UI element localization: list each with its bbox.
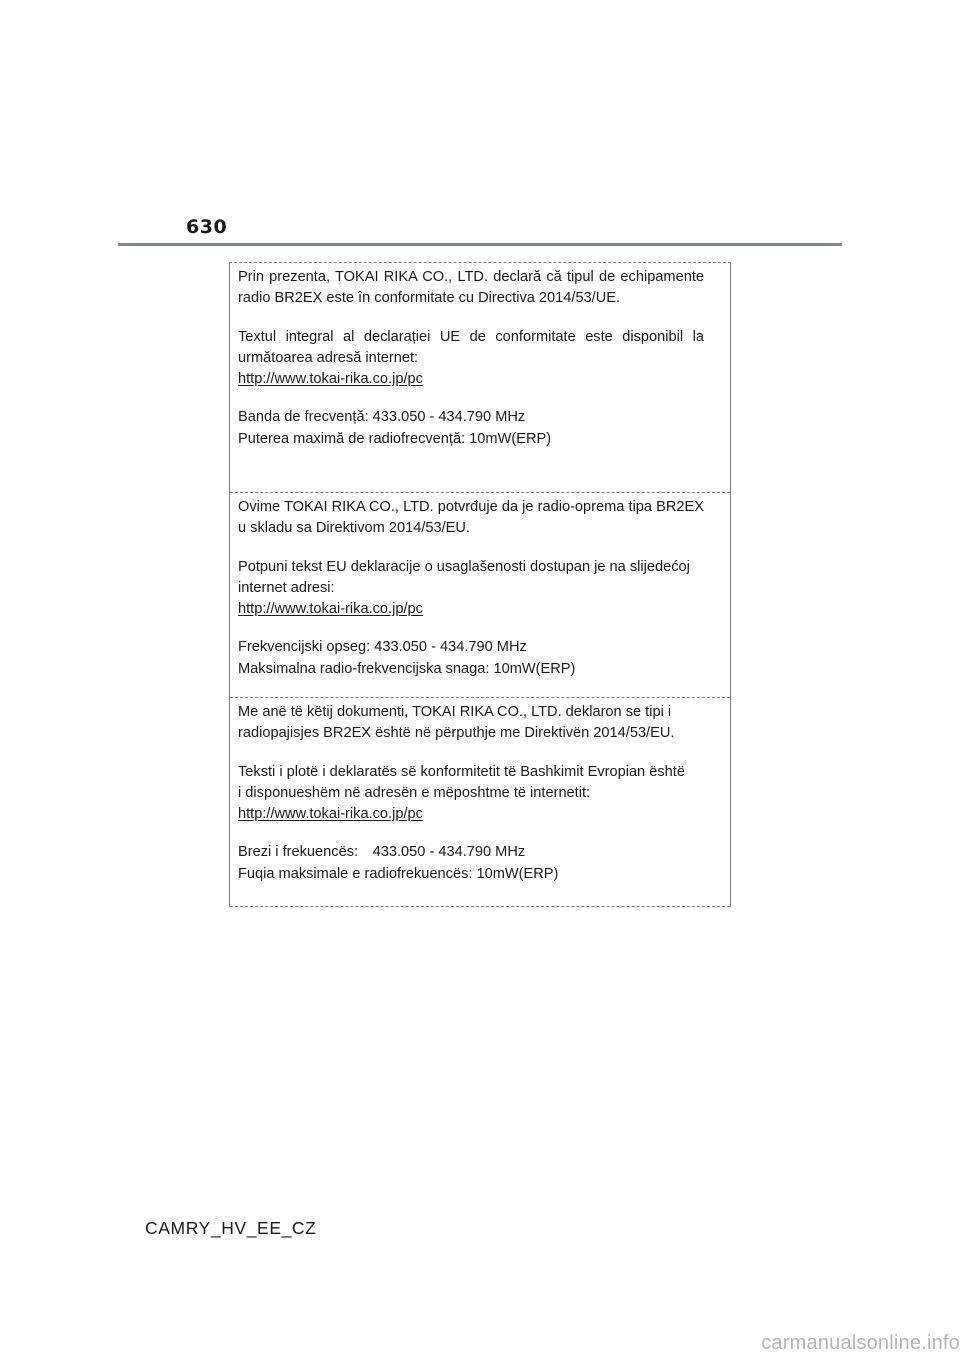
declaration-statement: Ovime TOKAI RIKA CO., LTD. potvrđuje da je radio-oprema tipa BR2EX u skladu sa Direktivom 2014/53/EU. [238,499,704,537]
declaration-specs [238,407,704,450]
declaration-availability-line: internet adresi: [238,579,335,596]
header-rule [118,243,842,246]
declaration-section-albanian [230,698,730,907]
max-power: Maksimalna radio-frekvencijska snaga: 10mW(ERP) [238,660,576,677]
declaration-section-romanian [230,263,730,493]
declaration-availability [238,557,704,621]
watermark: carmanualsonline.info [761,1332,960,1354]
declaration-section-bosnian [230,493,730,698]
declaration-link[interactable]: http://www.tokai-rika.co.jp/pc [238,806,423,823]
declaration-statement-line: radiopajisjes BR2EX është në përputhje me Direktivën 2014/53/EU. [238,725,675,742]
frequency-band: Frekvencijski opseg: 433.050 - 434.790 MHz [238,639,527,656]
declaration-availability-line: următoarea adresă internet: [238,349,419,366]
declaration-link[interactable]: http://www.tokai-rika.co.jp/pc [238,601,423,618]
declaration-specs [238,637,704,680]
max-power: Fuqia maksimale e radiofrekuencës: 10mW(ERP) [238,865,559,882]
page-number: 630 [186,216,228,238]
declaration-link[interactable]: http://www.tokai-rika.co.jp/pc [238,371,423,388]
max-power: Puterea maximă de radiofrecvență: 10mW(ERP) [238,430,552,447]
declaration-availability-line: Teksti i plotë i deklaratës së konformitetit të Bashkimit Evropian është [238,763,685,780]
document-id: CAMRY_HV_EE_CZ [145,1218,317,1238]
frequency-band: Brezi i frekuencës: 433.050 - 434.790 MHz [238,844,526,861]
declaration-statement-line: Me anë të këtij dokumenti, TOKAI RIKA CO., LTD. deklaron se tipi i [238,704,672,720]
declaration-availability [238,762,704,826]
frequency-band: Banda de frecvență: 433.050 - 434.790 MHz [238,409,526,426]
declaration-box [229,262,731,907]
declaration-availability-line: Textul integral al declarației UE de conformitate este disponibil la [238,328,704,345]
declaration-availability [238,327,704,391]
declaration-availability-line: i disponueshëm në adresën e mëposhtme të internetit: [238,784,591,801]
declaration-statement: Prin prezenta, TOKAI RIKA CO., LTD. declară că tipul de echipamente radio BR2EX este în conformitate cu Directiva 2014/53/UE. [238,269,704,307]
declaration-specs [238,842,704,885]
declaration-statement [238,702,704,745]
declaration-availability-line: Potpuni tekst EU deklaracije o usaglašenosti dostupan je na slijedećoj [238,558,690,575]
